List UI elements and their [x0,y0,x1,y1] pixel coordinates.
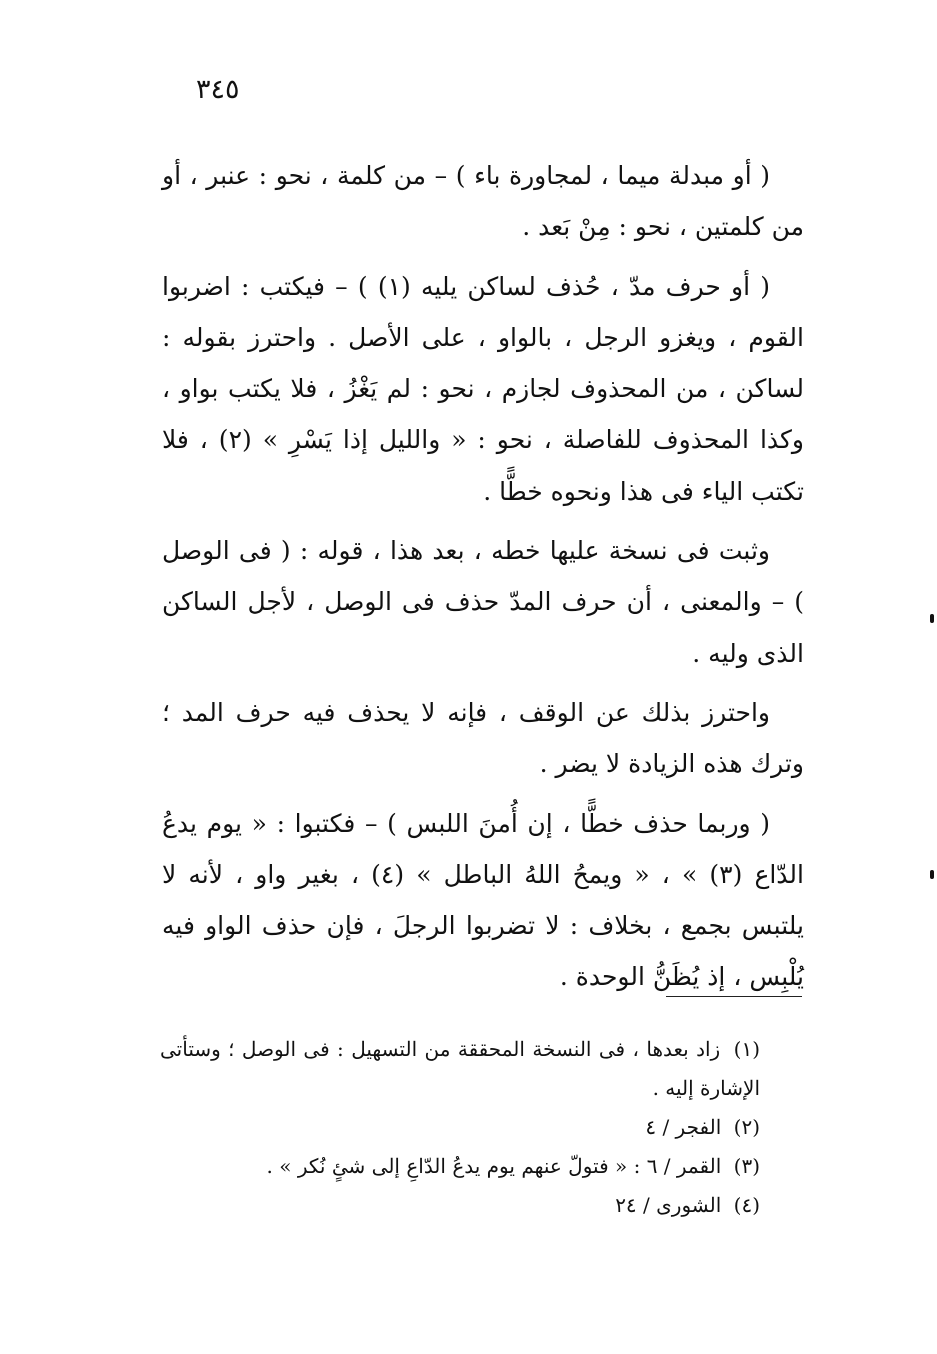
footnote-text: القمر / ٦ : « فتولّ عنهم يوم يدعُ الدّاعِ إلى شئٍ نُكر » . [266,1154,722,1178]
paragraph: وثبت فى نسخة عليها خطه ، بعد هذا ، قوله : ( فى الوصل ) – والمعنى ، أن حرف المدّ حذف فى الوصل ، لأجل الساكن الذى وليه . [162,536,804,668]
footnote [160,1030,760,1108]
body-text [162,150,804,1003]
page-number: ٣٤٥ [196,74,240,105]
paragraph: ( أو حرف مدّ ، حُذف لساكن يليه (١) ) – فيكتب : اضربوا القوم ، ويغزو الرجل ، بالواو ، على الأصل . واحترز بقوله : لساكن ، من المحذوف لجازم ، نحو : لم يَغْزُ ، فلا يكتب بواو ، وكذا المحذوف للفاصلة ، نحو : « والليل إذا يَسْرِ » (٢) ، فلا تكتب الياء فى هذا ونحوه خطًّا . [162,271,804,506]
paragraph: واحترز بذلك عن الوقف ، فإنه لا يحذف فيه حرف المد ؛ وترك هذه الزيادة لا يضر . [162,697,804,779]
paragraph: ( وربما حذف خطًّا ، إن أُمنَ اللبس ) – فكتبوا : « يوم يدعُ الدّاع (٣) » ، « ويمحُ اللهُ الباطل » (٤) ، بغير واو ، لأنه لا يلتبس بجمع ، بخلاف : لا تضربوا الرجلَ ، فإن حذف الواو فيه يُلْبِس ، إذ يُظَنُّ الوحدة . [162,808,804,992]
footnote-number: (٣) [733,1154,760,1178]
footnote-number: (٤) [733,1193,760,1217]
footnote-number: (١) [733,1037,761,1061]
footnote-separator [666,996,802,997]
footnote [160,1186,760,1225]
footnote-text: الفجر / ٤ [645,1115,722,1139]
footnote-number: (٢) [733,1115,760,1139]
footnote [160,1108,760,1147]
paragraph: ( أو مبدلة ميما ، لمجاورة باء ) – من كلمة ، نحو : عنبر ، أو من كلمتين ، نحو : مِنْ بَعد . [162,161,804,242]
footnote [160,1147,760,1186]
footnotes [160,1030,760,1225]
margin-mark [930,870,934,879]
footnote-text: الشورى / ٢٤ [615,1193,722,1217]
margin-mark [930,614,934,623]
footnote-text: زاد بعدها ، فى النسخة المحققة من التسهيل : فى الوصل ؛ وستأتى الإشارة إليه . [160,1037,760,1100]
